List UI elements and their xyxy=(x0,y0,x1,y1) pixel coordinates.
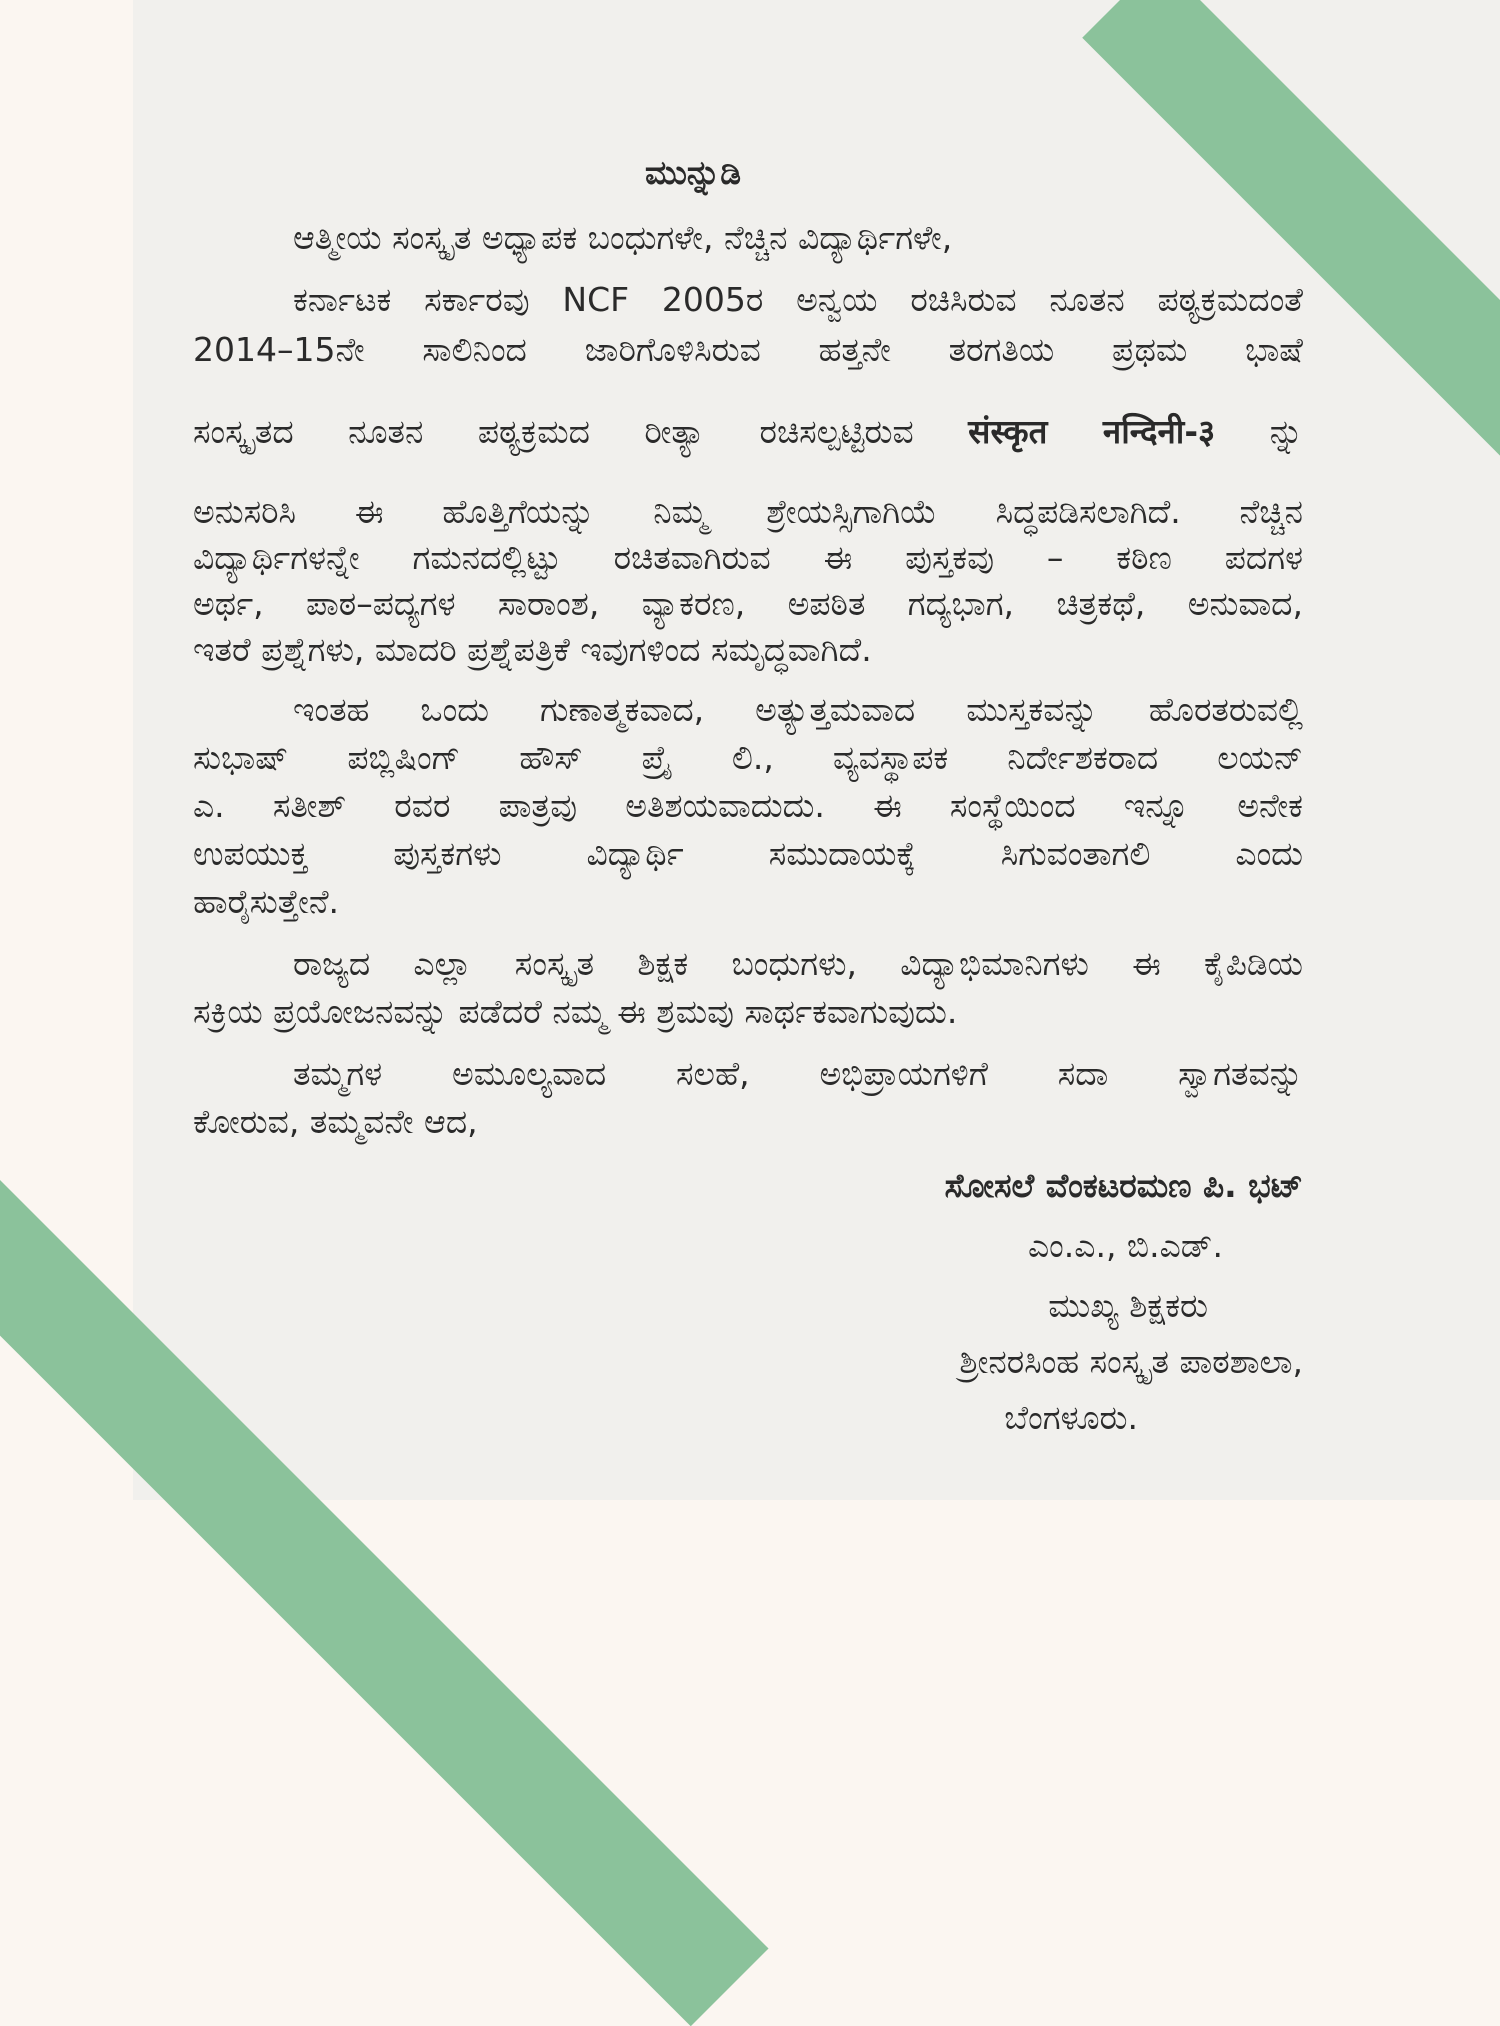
book-title: संस्कृत नन्दिनी-३ xyxy=(968,412,1216,451)
signature-degree: ಎಂ.ಎ., ಬಿ.ಎಡ್. xyxy=(1027,1226,1223,1265)
paragraph-line: ಇಂತಹ ಒಂದು ಗುಣಾತ್ಮಕವಾದ, ಅತ್ಯುತ್ತಮವಾದ ಮುಸ್ತಕವನ್ನು ಹೊರತರುವಲ್ಲಿ xyxy=(293,690,1303,729)
paragraph-line: ರಾಜ್ಯದ ಎಲ್ಲಾ ಸಂಸ್ಕೃತ ಶಿಕ್ಷಕ ಬಂಧುಗಳು, ವಿದ್ಯಾಭಿಮಾನಿಗಳು ಈ ಕೈಪಿಡಿಯ xyxy=(293,944,1303,983)
paragraph-line: ವಿದ್ಯಾರ್ಥಿಗಳನ್ನೇ ಗಮನದಲ್ಲಿಟ್ಟು ರಚಿತವಾಗಿರುವ ಈ ಪುಸ್ತಕವು – ಕಠಿಣ ಪದಗಳ xyxy=(193,538,1303,577)
signature-institution: ಶ್ರೀನರಸಿಂಹ ಸಂಸ್ಕೃತ ಪಾಠಶಾಲಾ, xyxy=(959,1342,1303,1381)
paragraph-line: ಕರ್ನಾಟಕ ಸರ್ಕಾರವು NCF 2005ರ ಅನ್ವಯ ರಚಿಸಿರುವ ನೂತನ ಪಠ್ಯಕ್ರಮದಂತೆ xyxy=(293,280,1303,319)
text-segment: ನ್ನು xyxy=(1269,412,1304,451)
paragraph-line: 2014–15ನೇ ಸಾಲಿನಿಂದ ಜಾರಿಗೊಳಿಸಿರುವ ಹತ್ತನೇ ತರಗತಿಯ ಪ್ರಥಮ ಭಾಷೆ xyxy=(193,330,1303,369)
signature-role: ಮುಖ್ಯ ಶಿಕ್ಷಕರು xyxy=(1048,1286,1208,1325)
paragraph-line: ಹಾರೈಸುತ್ತೇನೆ. xyxy=(193,882,340,921)
signature-name: ಸೋಸಲೆ ವೆಂಕಟರಮಣ ಪಿ. ಭಟ್ xyxy=(944,1166,1303,1205)
paragraph-line: ಅರ್ಥ, ಪಾಠ–ಪದ್ಯಗಳ ಸಾರಾಂಶ, ವ್ಯಾಕರಣ, ಅಪಠಿತ ಗದ್ಯಭಾಗ, ಚಿತ್ರಕಥೆ, ಅನುವಾದ, xyxy=(193,584,1303,623)
paragraph-line: ತಮ್ಮಗಳ ಅಮೂಲ್ಯವಾದ ಸಲಹೆ, ಅಭಿಪ್ರಾಯಗಳಿಗೆ ಸದಾ ಸ್ವಾಗತವನ್ನು xyxy=(293,1054,1303,1093)
salutation: ಆತ್ಮೀಯ ಸಂಸ್ಕೃತ ಅಧ್ಯಾಪಕ ಬಂಧುಗಳೇ, ನೆಚ್ಚಿನ ವಿದ್ಯಾರ್ಥಿಗಳೇ, xyxy=(293,218,953,257)
paragraph-line: ಸುಭಾಷ್ ಪಬ್ಲಿಷಿಂಗ್ ಹೌಸ್ ಪ್ರೈ ಲಿ., ವ್ಯವಸ್ಥಾಪಕ ನಿರ್ದೇಶಕರಾದ ಲಯನ್ xyxy=(193,738,1303,777)
signature-city: ಬೆಂಗಳೂರು. xyxy=(1004,1398,1138,1437)
paragraph-line: ಅನುಸರಿಸಿ ಈ ಹೊತ್ತಿಗೆಯನ್ನು ನಿಮ್ಮ ಶ್ರೇಯಸ್ಸಿಗಾಗಿಯೆ ಸಿದ್ಧಪಡಿಸಲಾಗಿದೆ. ನೆಚ್ಚಿನ xyxy=(193,492,1303,531)
paragraph-line: ಎ. ಸತೀಶ್ ರವರ ಪಾತ್ರವು ಅತಿಶಯವಾದುದು. ಈ ಸಂಸ್ಥೆಯಿಂದ ಇನ್ನೂ ಅನೇಕ xyxy=(193,786,1303,825)
paragraph-line: ಸಕ್ರಿಯ ಪ್ರಯೋಜನವನ್ನು ಪಡೆದರೆ ನಮ್ಮ ಈ ಶ್ರಮವು ಸಾರ್ಥಕವಾಗುವುದು. xyxy=(193,992,958,1031)
document-title: ಮುನ್ನುಡಿ xyxy=(645,153,741,192)
paragraph-line: ಇತರೆ ಪ್ರಶ್ನೆಗಳು, ಮಾದರಿ ಪ್ರಶ್ನೆಪತ್ರಿಕೆ ಇವುಗಳಿಂದ ಸಮೃದ್ಧವಾಗಿದೆ. xyxy=(193,630,872,669)
paragraph-line: ಉಪಯುಕ್ತ ಪುಸ್ತಕಗಳು ವಿದ್ಯಾರ್ಥಿ ಸಮುದಾಯಕ್ಕೆ ಸಿಗುವಂತಾಗಲಿ ಎಂದು xyxy=(193,834,1303,873)
text-segment: ಸಂಸ್ಕೃತದ ನೂತನ ಪಠ್ಯಕ್ರಮದ ರೀತ್ಯಾ ರಚಿಸಲ್ಪಟ್ಟಿರುವ xyxy=(193,412,914,451)
document-body xyxy=(193,0,1303,1500)
paragraph-line: ಕೋರುವ, ತಮ್ಮವನೇ ಆದ, xyxy=(193,1102,478,1141)
paragraph-line-with-book-title xyxy=(193,412,1303,452)
